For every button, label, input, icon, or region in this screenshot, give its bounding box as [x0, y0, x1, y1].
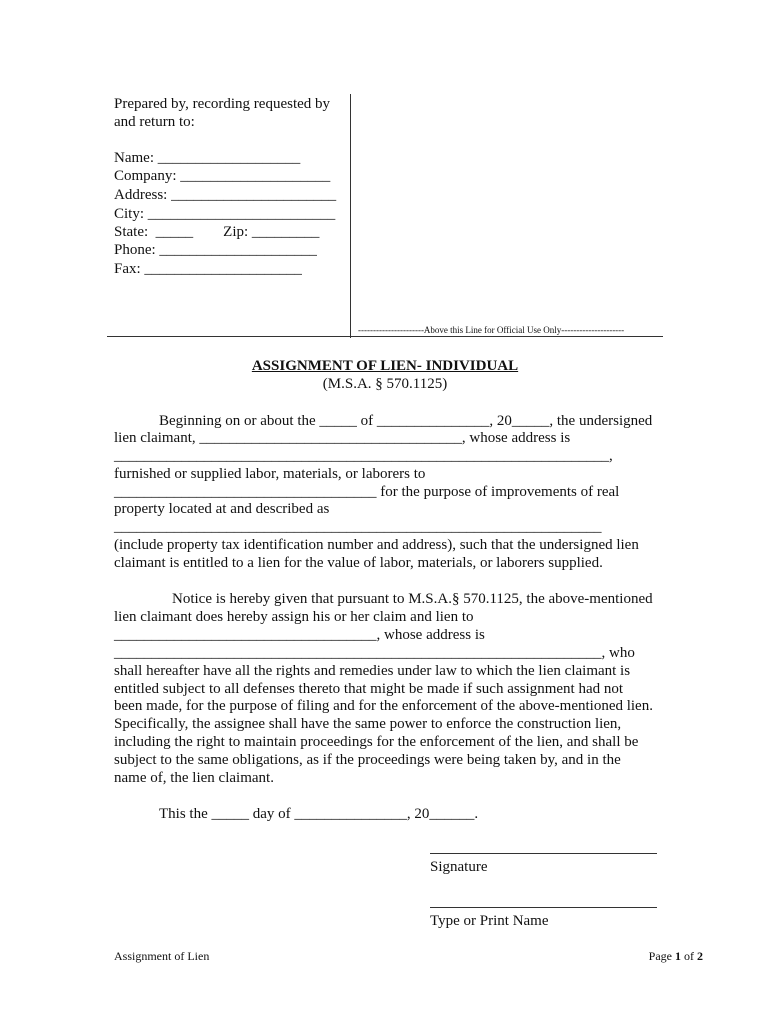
para2-line7: been made, for the purpose of filing and for the enforcement of the above-mentioned lien.: [114, 698, 653, 714]
phone-field[interactable]: Phone: _____________________: [114, 242, 317, 258]
para2-line5: shall hereafter have all the rights and remedies under law to which the lien claimant is: [114, 663, 631, 679]
para2-line3: ___________________________________, whose address is: [114, 627, 485, 643]
para1-line8: (include property tax identification number and address), such that the undersigned lien: [114, 537, 639, 553]
page-of: of: [681, 949, 697, 963]
document-title: [0, 357, 770, 375]
statute-reference: (M.S.A. § 570.1125): [322, 376, 448, 392]
para1-line7: _________________________________________________________________: [114, 519, 602, 535]
para1-line9: claimant is entitled to a lien for the value of labor, materials, or laborers supplied.: [114, 555, 603, 571]
footer-doc-name: Assignment of Lien: [114, 949, 210, 963]
signature-label: Signature: [430, 859, 488, 875]
prepared-by-line1: Prepared by, recording requested by: [114, 96, 331, 112]
name-field[interactable]: Name: ___________________: [114, 150, 301, 166]
para1-line3: __________________________________________________________________,: [114, 448, 613, 464]
page-current: 1: [675, 949, 681, 963]
para2-line9: including the right to maintain proceedings for the enforcement of the lien, and shall be: [114, 734, 639, 750]
para1-line2: lien claimant, ___________________________________, whose address is: [114, 430, 571, 446]
company-field[interactable]: Company: ____________________: [114, 168, 331, 184]
para2-line2: lien claimant does hereby assign his or her claim and lien to: [114, 609, 474, 625]
para2-line11: name of, the lien claimant.: [114, 770, 274, 786]
para1-line5: ___________________________________ for the purpose of improvements of real: [114, 484, 620, 500]
document-title-text: ASSIGNMENT OF LIEN- INDIVIDUAL: [251, 358, 519, 374]
page-total: 2: [697, 949, 703, 963]
signature-line[interactable]: [430, 853, 657, 854]
address-field[interactable]: Address: ______________________: [114, 187, 337, 203]
dated-line: This the _____ day of _______________, 20______.: [159, 806, 479, 822]
city-field[interactable]: City: _________________________: [114, 206, 336, 222]
para1-line4: furnished or supplied labor, materials, or laborers to: [114, 466, 426, 482]
prepared-by-line2: and return to:: [114, 114, 195, 130]
fax-field[interactable]: Fax: _____________________: [114, 261, 302, 277]
official-use-label: ----------------------Above this Line for Official Use Only---------------------: [358, 325, 625, 335]
para2-line1: Notice is hereby given that pursuant to M.S.A.§ 570.1125, the above-mentioned: [172, 591, 653, 607]
print-name-line[interactable]: [430, 907, 657, 908]
para1-line1: Beginning on or about the _____ of _______________, 20_____, the undersigned: [159, 413, 653, 429]
footer-page-number: [649, 949, 703, 963]
state-zip-field[interactable]: State: _____ Zip: _________: [114, 224, 320, 240]
print-name-label: Type or Print Name: [430, 913, 549, 929]
para2-line4: _________________________________________________________________, who: [114, 645, 635, 661]
header-vertical-divider: [350, 94, 351, 338]
para1-line6: property located at and described as: [114, 501, 330, 517]
page-prefix: Page: [648, 949, 675, 963]
para2-line8: Specifically, the assignee shall have the same power to enforce the construction lien,: [114, 716, 622, 732]
header-horizontal-divider: [107, 336, 663, 337]
para2-line10: subject to the same obligations, as if the proceedings were being taken by, and in the: [114, 752, 621, 768]
para2-line6: entitled subject to all defenses thereto that might be made if such assignment had not: [114, 681, 624, 697]
